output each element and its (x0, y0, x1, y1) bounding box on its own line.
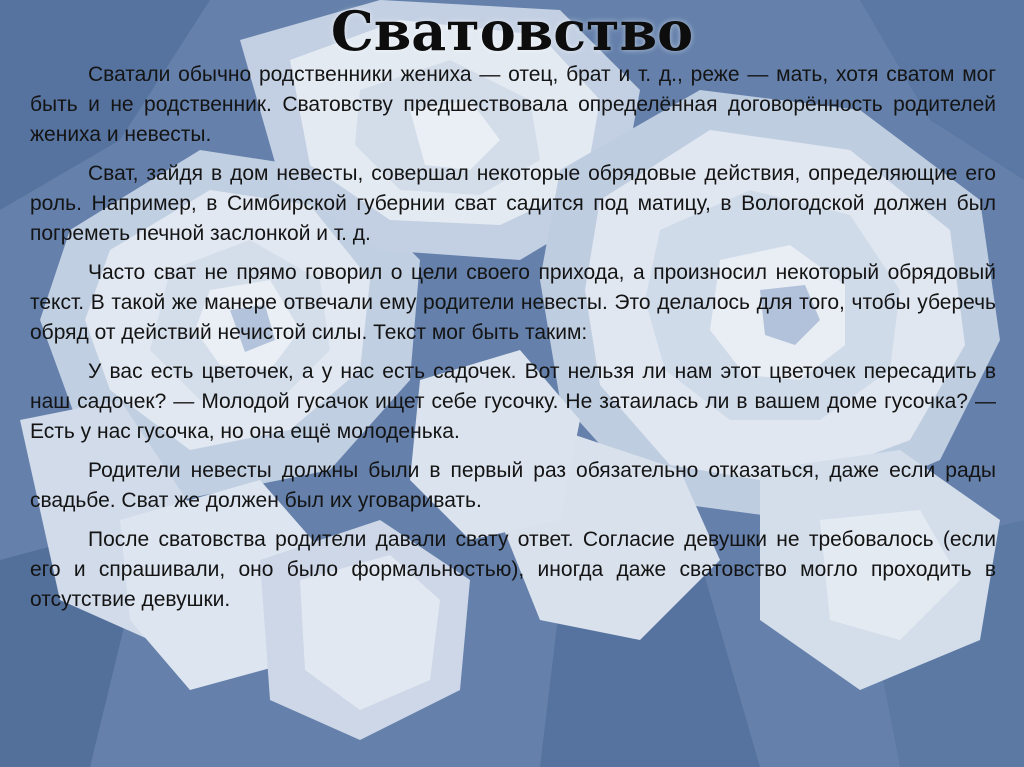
paragraph-matchmakers: Сватали обычно родственники жениха — отец, брат и т. д., реже — мать, хотя сватом мог быть и не родственник. Сватовству предшествовала определённая договорённость родителей жениха и невесты. (30, 63, 996, 146)
paragraph-answer: После сватовства родители давали свату ответ. Согласие девушки не требовалось (если его и спрашивали, оно было формальностью), иногда даже сватовство могло проходить в отсутствие девушки. (30, 528, 996, 611)
paragraph-parents-refusal: Родители невесты должны были в первый раз обязательно отказаться, даже если рады свадьбе. Сват же должен был их уговаривать. (30, 459, 996, 512)
paragraph-ritual-dialogue: У вас есть цветочек, а у нас есть садочек. Вот нельзя ли нам этот цветочек пересадить в наш садочек? — Молодой гусачок ищет себе гусочку. Не затаилась ли в вашем доме гусочка? — Есть у нас гусочка, но она ещё молоденька. (30, 360, 996, 443)
paragraph-matchmaker-rituals: Сват, зайдя в дом невесты, совершал некоторые обрядовые действия, определяющие его роль. Например, в Симбирской губернии сват садится под матицу, в Вологодской должен был погреметь печной заслонкой и т. д. (30, 162, 996, 245)
paragraph-ritual-text: Часто сват не прямо говорил о цели своего прихода, а произносил некоторый обрядовый текст. В такой же манере отвечали ему родители невесты. Это делалось для того, чтобы уберечь обряд от действий нечистой силы. Текст мог быть таким: (30, 261, 996, 344)
slide-body (30, 60, 996, 624)
slide-title: Сватовство (330, 0, 694, 63)
